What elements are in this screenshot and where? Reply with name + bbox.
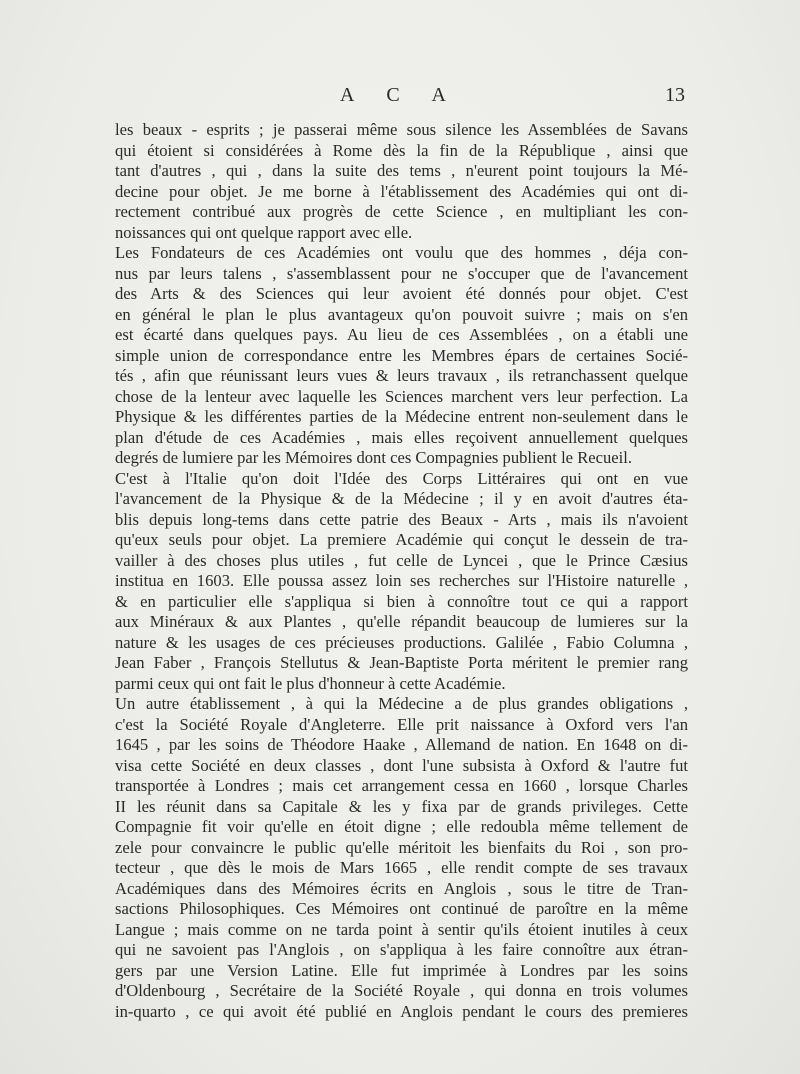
text-line: nus par leurs talens , s'assemblassent pour ne s'occuper que de l'avancement bbox=[115, 263, 688, 283]
text-line: gers par une Version Latine. Elle fut imprimée à Londres par les soins bbox=[115, 960, 688, 980]
text-line: tecteur , que dès le mois de Mars 1665 , elle rendit compte de ses travaux bbox=[115, 858, 688, 877]
text-line: zele pour convaincre le public qu'elle méritoit les bienfaits du Roi , son pro- bbox=[115, 837, 688, 857]
body-text bbox=[115, 120, 688, 1022]
text-line: aux Minéraux & aux Plantes , qu'elle répandit beaucoup de lumieres sur la bbox=[115, 612, 688, 631]
text-line: chose de la lenteur avec laquelle les Sciences marchent vers leur perfection. La bbox=[115, 386, 688, 406]
text-line: 1645 , par les soins de Théodore Haake , Allemand de nation. En 1648 on di- bbox=[115, 735, 688, 754]
text-line: les beaux - esprits ; je passerai même sous silence les Assemblées de Savans bbox=[115, 120, 688, 139]
paragraph bbox=[115, 469, 688, 695]
text-line: degrés de lumiere par les Mémoires dont ces Compagnies publient le Recueil. bbox=[115, 448, 633, 467]
text-line: Académiques dans des Mémoires écrits en Anglois , sous le titre de Tran- bbox=[115, 878, 688, 898]
text-line: Jean Faber , François Stellutus & Jean-Baptiste Porta méritent le premier rang bbox=[115, 653, 688, 672]
text-line: Physique & les différentes parties de la Médecine entrent non-seulement dans le bbox=[115, 407, 688, 426]
text-line: visa cette Société en deux classes , dont l'une subsista à Oxford & l'autre fut bbox=[115, 755, 688, 775]
page-number: 13 bbox=[665, 84, 685, 106]
text-line: rectement contribué aux progrès de cette Science , en multipliant les con- bbox=[115, 202, 688, 221]
text-line: Langue ; mais comme on ne tarda point à sentir qu'ils étoient inutiles à ceux bbox=[115, 919, 688, 939]
page-header bbox=[115, 84, 685, 112]
text-line: Les Fondateurs de ces Académies ont voulu que des hommes , déja con- bbox=[115, 243, 688, 262]
paragraph bbox=[115, 694, 688, 1022]
text-line: transportée à Londres ; mais cet arrangement cessa en 1660 , lorsque Charles bbox=[115, 776, 688, 795]
text-line: sactions Philosophiques. Ces Mémoires ont continué de paroître en la même bbox=[115, 899, 688, 918]
text-line: qu'eux seuls pour objet. La premiere Académie qui conçut le dessein de tra- bbox=[115, 530, 688, 549]
text-line: d'Oldenbourg , Secrétaire de la Société Royale , qui donna en trois volumes bbox=[115, 981, 688, 1000]
text-line: & en particulier elle s'appliqua si bien à connoître tout ce qui a rapport bbox=[115, 591, 688, 611]
text-line: plan d'étude de ces Académies , mais elles reçoivent annuellement quelques bbox=[115, 427, 688, 447]
running-title: A C A bbox=[339, 84, 461, 106]
text-line: qui étoient si considérées à Rome dès la fin de la République , ainsi que bbox=[115, 140, 688, 160]
text-line: en général le plan le plus avantageux qu'on pouvoit suivre ; mais on s'en bbox=[115, 304, 688, 324]
text-line: des Arts & des Sciences qui leur avoient été donnés pour objet. C'est bbox=[115, 284, 688, 303]
text-line: Un autre établissement , à qui la Médecine a de plus grandes obligations , bbox=[115, 694, 688, 713]
text-line: institua en 1603. Elle poussa assez loin ses recherches sur l'Histoire naturelle , bbox=[115, 571, 688, 590]
text-line: tant d'autres , qui , dans la suite des tems , n'eurent point toujours la Mé- bbox=[115, 161, 688, 180]
text-line: simple union de correspondance entre les Membres épars de certaines Socié- bbox=[115, 345, 688, 365]
text-line: Compagnie fit voir qu'elle en étoit digne ; elle redoubla même tellement de bbox=[115, 817, 688, 836]
text-line: vailler à des choses plus utiles , fut celle de Lyncei , que le Prince Cæsius bbox=[115, 550, 688, 570]
text-line: qui ne savoient pas l'Anglois , on s'appliqua à les faire connoître aux étran- bbox=[115, 940, 688, 959]
text-line: nature & les usages de ces précieuses productions. Galilée , Fabio Columna , bbox=[115, 632, 688, 652]
text-line: decine pour objet. Je me borne à l'établissement des Académies qui ont di- bbox=[115, 181, 688, 201]
text-line: parmi ceux qui ont fait le plus d'honneur à cette Académie. bbox=[115, 673, 506, 693]
text-line: tés , afin que réunissant leurs vues & leurs travaux , ils retranchassent quelque bbox=[115, 366, 688, 385]
paragraph bbox=[115, 120, 688, 243]
paragraph bbox=[115, 243, 688, 469]
text-line: c'est la Société Royale d'Angleterre. Elle prit naissance à Oxford vers l'an bbox=[115, 714, 688, 734]
text-line: l'avancement de la Physique & de la Médecine ; il y en avoit d'autres éta- bbox=[115, 489, 688, 508]
text-line: II les réunit dans sa Capitale & les y fixa par de grands privileges. Cette bbox=[115, 796, 688, 816]
text-line: blis depuis long-tems dans cette patrie des Beaux - Arts , mais ils n'avoient bbox=[115, 509, 688, 529]
text-line: est écarté dans quelques pays. Au lieu de ces Assemblées , on a établi une bbox=[115, 325, 688, 344]
text-line: noissances qui ont quelque rapport avec elle. bbox=[115, 222, 413, 242]
text-line: in-quarto , ce qui avoit été publié en Anglois pendant le cours des premieres bbox=[115, 1001, 688, 1021]
text-line: C'est à l'Italie qu'on doit l'Idée des Corps Littéraires qui ont en vue bbox=[115, 468, 688, 488]
